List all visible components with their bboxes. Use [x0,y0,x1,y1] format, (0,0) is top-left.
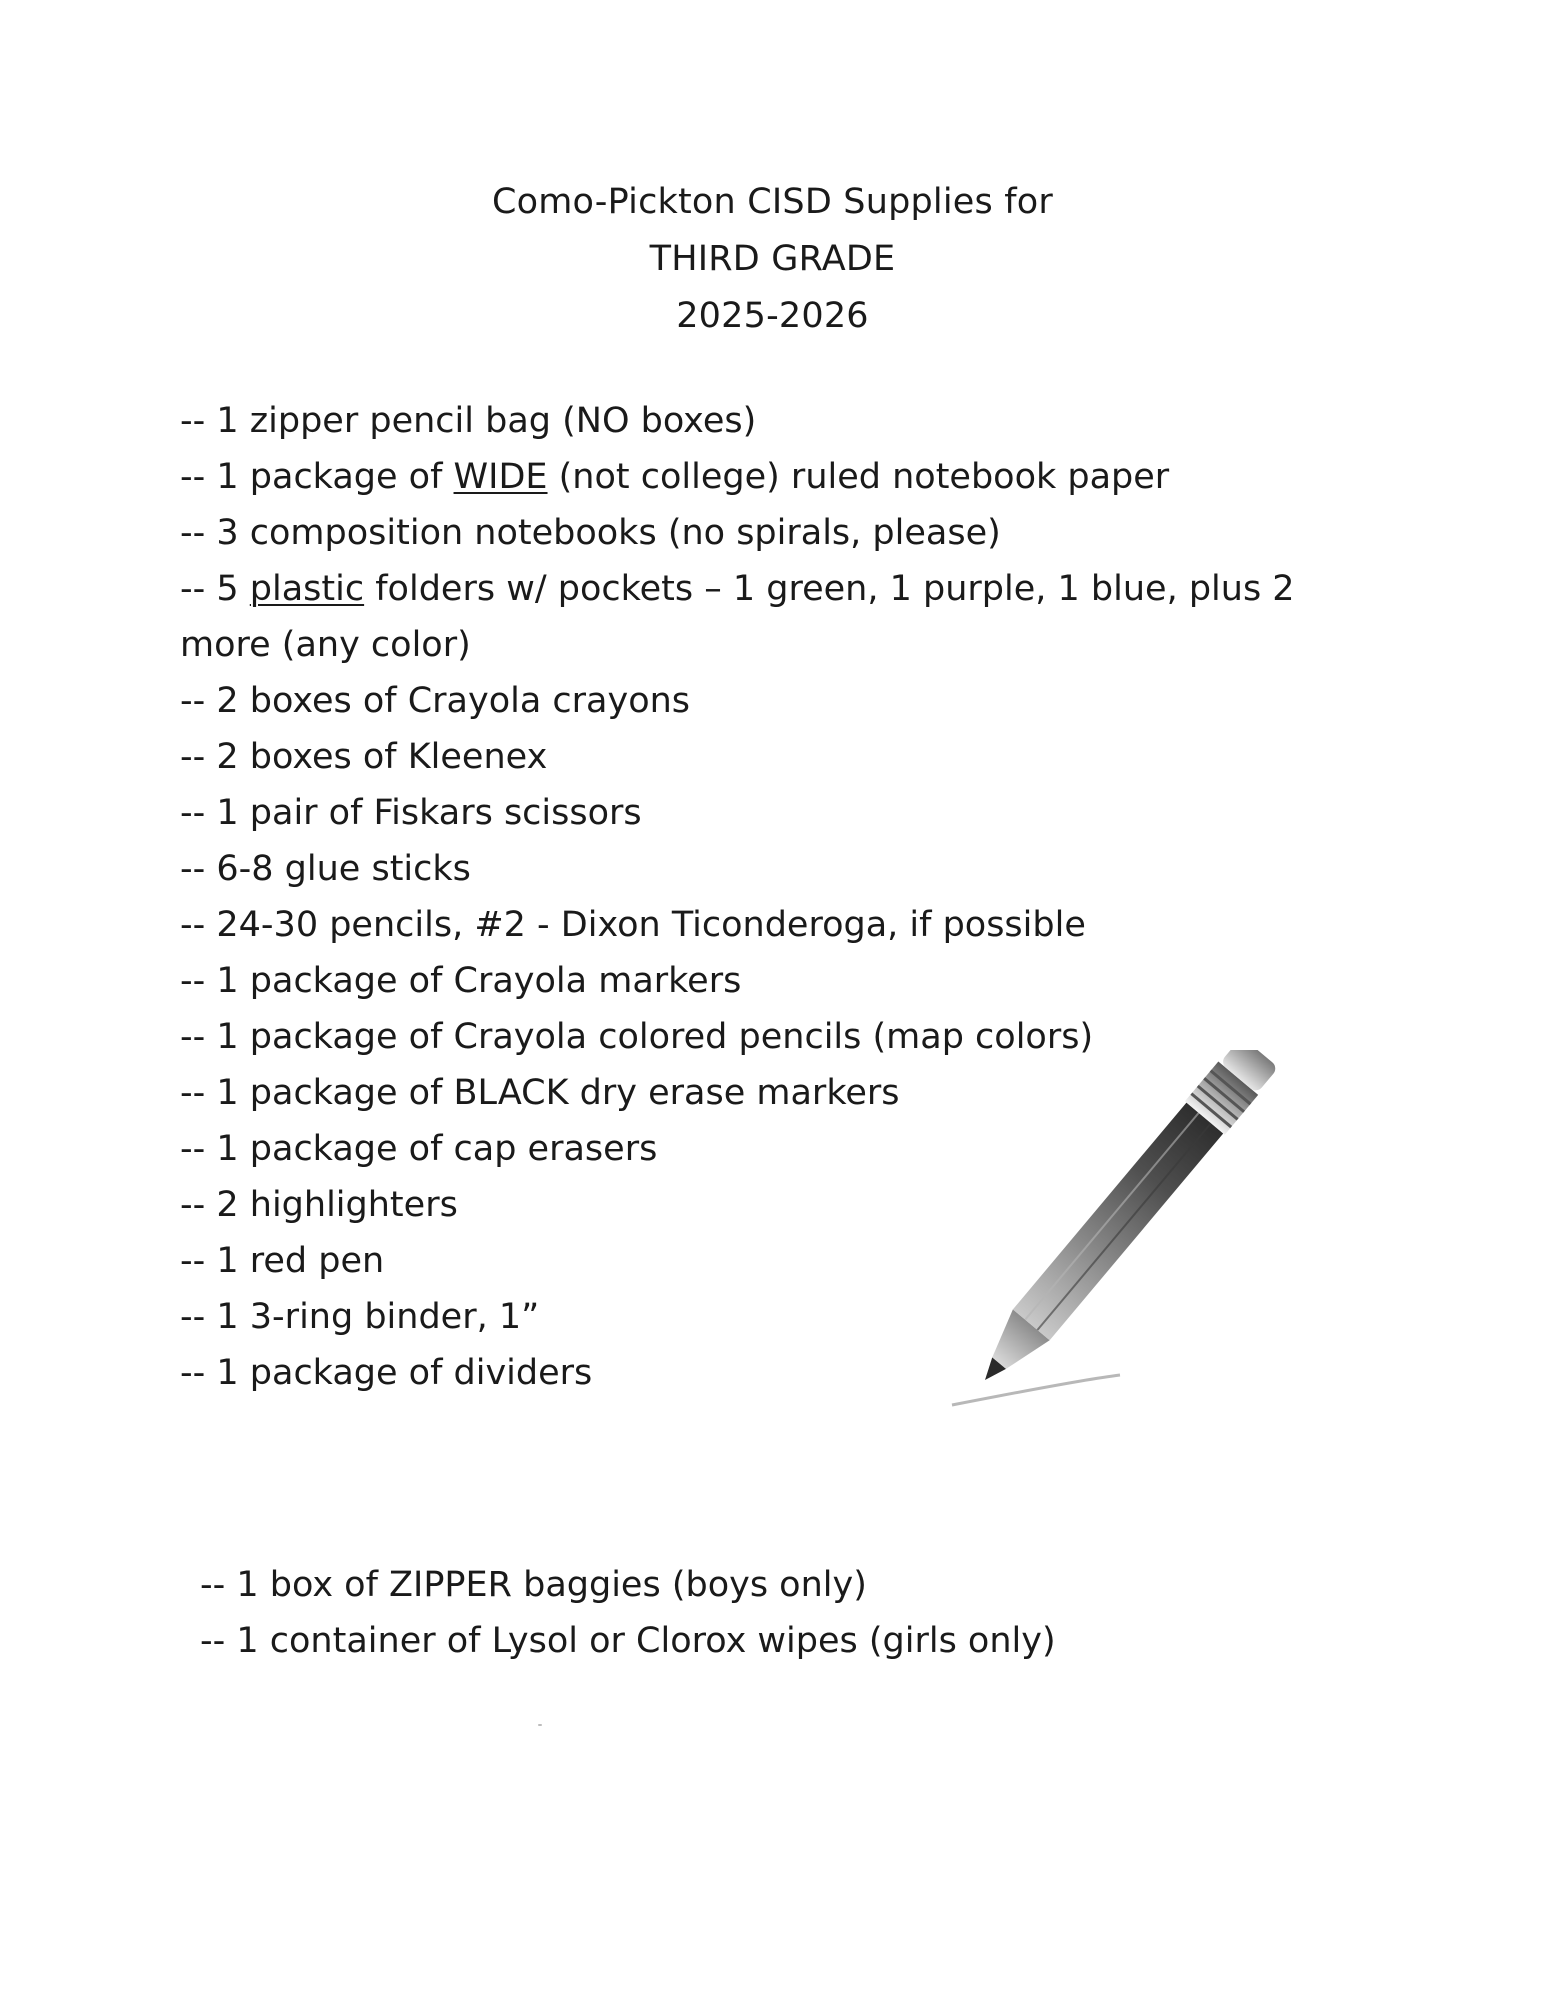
supply-item-text: -- 1 package of [180,457,454,497]
supply-item-text: (not college) ruled notebook paper [547,457,1170,497]
supply-item: -- 24-30 pencils, #2 - Dixon Ticonderoga, if possible [180,905,1086,945]
supply-item: -- 1 package of BLACK dry erase markers [180,1073,900,1113]
scan-speck [538,1724,542,1726]
header-grade-line: THIRD GRADE [649,239,896,279]
document-header [0,174,1545,345]
pencil-icon [930,1050,1340,1430]
supply-item [180,561,1380,673]
supply-item: -- 1 3-ring binder, 1” [180,1297,540,1337]
supply-item: -- 1 package of Crayola colored pencils (map colors) [180,1017,1094,1057]
extra-supply-item: -- 1 container of Lysol or Clorox wipes (girls only) [200,1621,1056,1661]
extra-supply-list [200,1557,1056,1669]
header-year-line: 2025-2026 [676,296,869,336]
supply-item: -- 1 zipper pencil bag (NO boxes) [180,401,757,441]
supply-item-text: folders w/ pockets – 1 green, 1 purple, 1 blue, plus 2 more (any color) [180,569,1295,665]
supply-item [180,449,1380,505]
supply-item: -- 1 red pen [180,1241,385,1281]
supply-item-text: -- 5 [180,569,250,609]
supply-item: -- 2 boxes of Crayola crayons [180,681,691,721]
supply-item-emphasis: plastic [249,569,365,609]
supply-item: -- 2 highlighters [180,1185,458,1225]
supply-item: -- 6-8 glue sticks [180,849,471,889]
supply-item-emphasis: WIDE [453,457,548,497]
supply-item: -- 1 package of dividers [180,1353,593,1393]
supply-item: -- 3 composition notebooks (no spirals, please) [180,513,1001,553]
supply-item: -- 1 pair of Fiskars scissors [180,793,642,833]
supply-item: -- 1 package of cap erasers [180,1129,658,1169]
supply-item: -- 2 boxes of Kleenex [180,737,548,777]
supply-item: -- 1 package of Crayola markers [180,961,742,1001]
extra-supply-item: -- 1 box of ZIPPER baggies (boys only) [200,1565,867,1605]
header-district-line: Como-Pickton CISD Supplies for [491,182,1053,222]
